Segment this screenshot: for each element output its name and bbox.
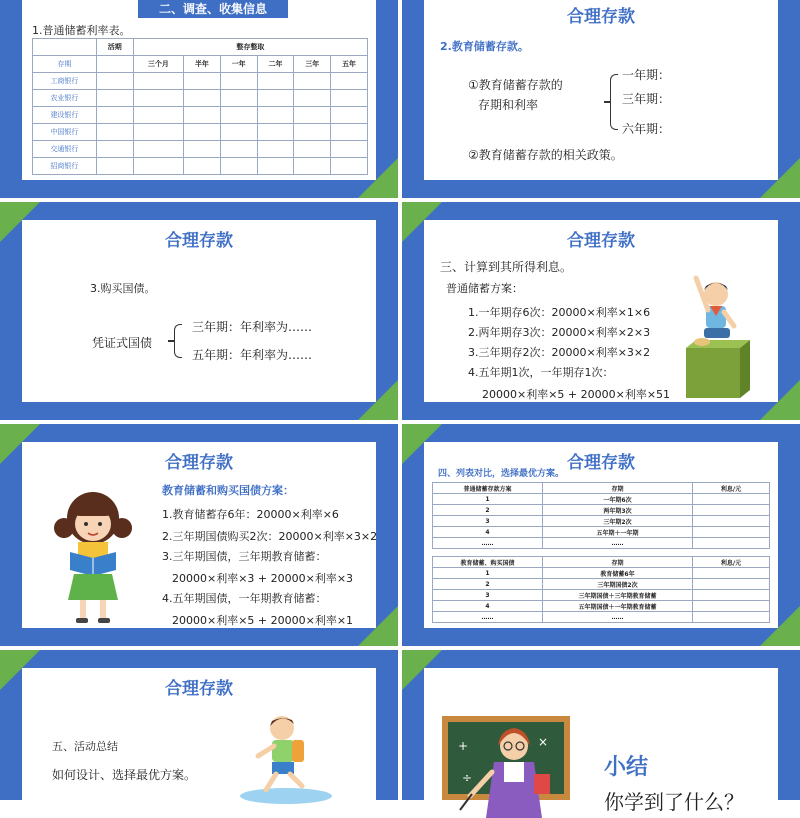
table-caption: 1.普通储蓄利率表。: [32, 24, 131, 37]
cell: 2: [433, 505, 543, 516]
cell: 2: [433, 579, 543, 590]
slide-3[interactable]: [0, 202, 398, 420]
slide-8-content: [424, 668, 778, 814]
summary-title: 小结: [604, 755, 649, 780]
bank-cell: 建设银行: [33, 107, 97, 124]
svg-text:÷: ÷: [462, 771, 473, 785]
table-row: [433, 527, 770, 538]
calc-line-4: 20000×利率×3 + 20000×利率×3: [172, 572, 354, 585]
girl-reading-illustration: [48, 478, 138, 628]
table-row: [433, 494, 770, 505]
brace: [174, 324, 182, 358]
bond-line-1: 三年期：年利率为……: [192, 320, 313, 334]
table-row: [433, 505, 770, 516]
summary-question: 你学到了什么？: [604, 790, 744, 814]
cell: 两年期3次: [543, 505, 693, 516]
section-subtitle: 3.购买国债。: [90, 282, 156, 295]
section-header: 二、调查、收集信息: [138, 0, 288, 18]
table-row: [33, 73, 368, 90]
slide-7-content: [22, 668, 376, 800]
slide-title: 合理存款: [165, 231, 233, 251]
slide-1[interactable]: [0, 0, 398, 198]
period-cell: 三个月: [133, 56, 183, 73]
slide-6-content: [424, 442, 778, 628]
slide-title: 合理存款: [567, 7, 635, 27]
plan-label: 普通储蓄方案：: [446, 282, 523, 295]
table-row: [33, 124, 368, 141]
savings-rate-table: [32, 38, 368, 175]
calc-line-5: 4.五年期国债，一年期教育储蓄：: [162, 592, 327, 605]
bank-cell: 中国银行: [33, 124, 97, 141]
slide-5[interactable]: [0, 424, 398, 646]
summary-line: 如何设计、选择最优方案。: [52, 768, 197, 782]
slide-2-content: [424, 0, 778, 180]
table-row: [433, 590, 770, 601]
cell: 4: [433, 601, 543, 612]
calc-line-1: 1.教育储蓄存6年：20000×利率×6: [162, 508, 339, 521]
table-row: [433, 601, 770, 612]
period-cell: 二年: [257, 56, 294, 73]
period-cell: 半年: [184, 56, 221, 73]
section-heading: 教育储蓄和购买国债方案：: [162, 484, 294, 497]
calc-line-1: 1.一年期存6次：20000×利率×1×6: [468, 306, 651, 319]
slide-4[interactable]: [402, 202, 800, 420]
cell: ……: [543, 612, 693, 623]
cell: 一年期6次: [543, 494, 693, 505]
table-row: [33, 107, 368, 124]
item-2: ②教育储蓄存款的相关政策。: [468, 148, 623, 162]
header-cell: 普通储蓄存款方案: [433, 483, 543, 494]
header-cell: 教育储蓄、购买国债: [433, 557, 543, 568]
brace: [610, 74, 618, 130]
cell: 3: [433, 590, 543, 601]
cell: 教育储蓄6年: [543, 568, 693, 579]
item-1-line-1: ①教育储蓄存款的: [468, 78, 563, 92]
slide-8[interactable]: [402, 650, 800, 814]
bond-label: 凭证式国债: [92, 336, 153, 350]
slide-title: 合理存款: [165, 453, 233, 473]
cell: 五年期＋一年期: [543, 527, 693, 538]
slide-7[interactable]: [0, 650, 398, 800]
table-row: [33, 141, 368, 158]
calc-line-2: 2.三年期国债购买2次：20000×利率×3×2: [162, 530, 378, 543]
table-row: [433, 612, 770, 623]
cell: 五年期国债＋一年期教育储蓄: [543, 601, 693, 612]
comparison-table-2: [432, 556, 770, 623]
header-cell: 存期: [543, 557, 693, 568]
term-3: 六年期：: [622, 122, 671, 136]
cell: ……: [433, 538, 543, 549]
bank-cell: 交通银行: [33, 141, 97, 158]
calc-line-3: 3.三年期国债，三年期教育储蓄：: [162, 550, 327, 563]
table-row: [33, 90, 368, 107]
teacher-chalkboard-illustration: [442, 716, 592, 818]
header-cell: 利息/元: [693, 557, 770, 568]
cell: 三年期国债＋三年期教育储蓄: [543, 590, 693, 601]
brace-tip: [168, 340, 175, 342]
period-cell: 三年: [294, 56, 331, 73]
slide-6[interactable]: [402, 424, 800, 646]
calc-line-2: 2.两年期存3次：20000×利率×2×3: [468, 326, 651, 339]
cell: 3: [433, 516, 543, 527]
brace-tip: [604, 101, 611, 103]
table-row: [433, 516, 770, 527]
boy-on-block-illustration: [676, 272, 752, 400]
section-subtitle: 2.教育储蓄存款。: [440, 40, 529, 53]
boy-running-illustration: [236, 712, 346, 800]
svg-text:×: ×: [538, 735, 549, 749]
col-zhengcun: 整存整取: [133, 39, 367, 56]
cell: 4: [433, 527, 543, 538]
calc-line-5: 20000×利率×5 + 20000×利率×51: [482, 388, 671, 401]
empty-cell: [33, 39, 97, 56]
table-row: [33, 158, 368, 175]
period-cell: 五年: [331, 56, 368, 73]
col-huoqi: 活期: [96, 39, 133, 56]
empty-cell: [96, 56, 133, 73]
table-row: [433, 568, 770, 579]
section-heading: 三、计算到其所得利息。: [440, 260, 573, 274]
calc-line-6: 20000×利率×5 + 20000×利率×1: [172, 614, 354, 627]
term-1: 一年期：: [622, 68, 671, 82]
cell: 三年期2次: [543, 516, 693, 527]
bank-cell: 招商银行: [33, 158, 97, 175]
bank-cell: 工商银行: [33, 73, 97, 90]
slide-2[interactable]: [402, 0, 800, 198]
table-row: [433, 538, 770, 549]
item-1-line-2: 存期和利率: [478, 98, 539, 112]
cell: ……: [543, 538, 693, 549]
header-cell: 利息/元: [693, 483, 770, 494]
bank-cell: 农业银行: [33, 90, 97, 107]
slide-title: 合理存款: [165, 679, 233, 699]
slide-title: 合理存款: [567, 453, 635, 473]
slide-5-content: [22, 442, 376, 628]
section-heading: 四、列表对比，选择最优方案。: [438, 469, 565, 479]
period-cell: 一年: [220, 56, 257, 73]
cell: ……: [433, 612, 543, 623]
slide-4-content: [424, 220, 778, 402]
svg-text:+: +: [458, 739, 469, 753]
section-heading: 五、活动总结: [52, 740, 118, 753]
header-cell: 存期: [543, 483, 693, 494]
cell: 1: [433, 568, 543, 579]
comparison-table-1: [432, 482, 770, 549]
slide-3-content: [22, 220, 376, 402]
slide-title: 合理存款: [567, 231, 635, 251]
term-2: 三年期：: [622, 92, 671, 106]
calc-line-3: 3.三年期存2次：20000×利率×3×2: [468, 346, 651, 359]
calc-line-4: 4.五年期1次，一年期存1次：: [468, 366, 614, 379]
row-label: 存期: [33, 56, 97, 73]
cell: 三年期国债2次: [543, 579, 693, 590]
bond-line-2: 五年期：年利率为……: [192, 348, 313, 362]
table-row: [433, 579, 770, 590]
slide-1-content: [22, 0, 376, 180]
cell: 1: [433, 494, 543, 505]
